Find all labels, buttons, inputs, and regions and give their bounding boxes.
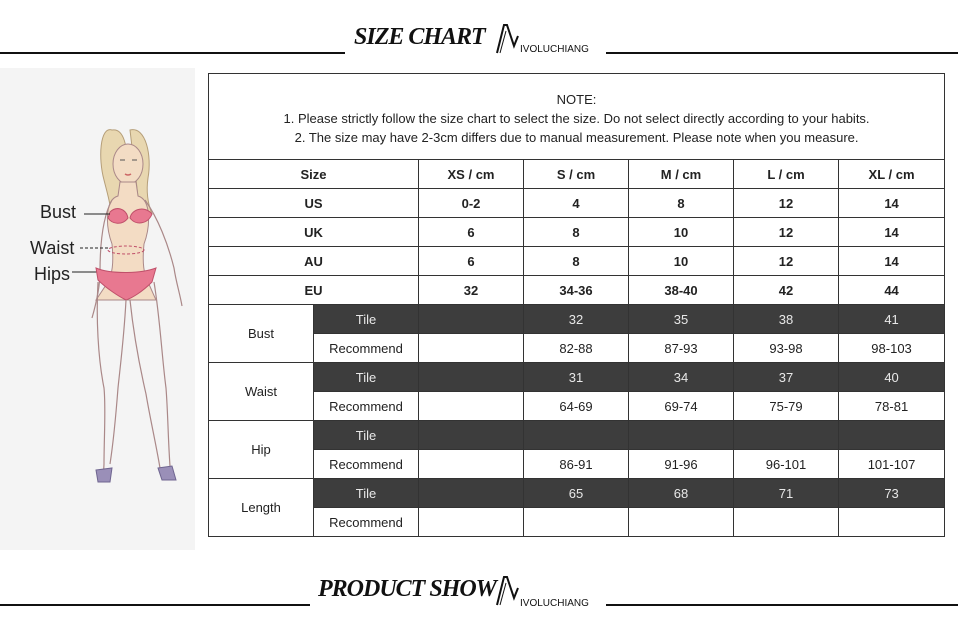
table-cell [629, 508, 734, 537]
header-l: L / cm [734, 160, 839, 189]
table-cell: 32 [524, 305, 629, 334]
note-row [209, 74, 945, 160]
table-row-au [209, 247, 945, 276]
table-row-eu [209, 276, 945, 305]
hip-measure-label: Hip [209, 421, 314, 479]
product-show-banner [0, 566, 960, 626]
table-cell: 34 [629, 363, 734, 392]
brand-logo-icon [494, 22, 520, 54]
table-cell: 86-91 [524, 450, 629, 479]
note-heading: NOTE: [556, 92, 597, 107]
table-cell: 91-96 [629, 450, 734, 479]
table-cell [839, 508, 945, 537]
table-row-uk [209, 218, 945, 247]
bust-recommend-row [209, 334, 945, 363]
row-label: EU [209, 276, 419, 305]
table-cell: 44 [839, 276, 945, 305]
bust-label: Bust [40, 202, 77, 222]
tile-label: Tile [314, 479, 419, 508]
brand-name: IVOLUCHIANG [520, 598, 589, 609]
tile-label: Tile [314, 363, 419, 392]
table-cell: 69-74 [629, 392, 734, 421]
table-cell: 34-36 [524, 276, 629, 305]
length-tile-row [209, 479, 945, 508]
banner-rule-left [0, 52, 345, 54]
table-cell: 12 [734, 247, 839, 276]
hip-recommend-row [209, 450, 945, 479]
table-cell [524, 421, 629, 450]
table-cell: 96-101 [734, 450, 839, 479]
table-cell: 42 [734, 276, 839, 305]
banner-rule-left [0, 604, 310, 606]
table-cell: 41 [839, 305, 945, 334]
table-cell [419, 334, 524, 363]
header-s: S / cm [524, 160, 629, 189]
table-cell: 8 [524, 247, 629, 276]
row-label: US [209, 189, 419, 218]
waist-recommend-row [209, 392, 945, 421]
table-cell: 14 [839, 218, 945, 247]
recommend-label: Recommend [314, 450, 419, 479]
banner-rule-right [606, 604, 958, 606]
table-cell: 32 [419, 276, 524, 305]
table-cell: 14 [839, 247, 945, 276]
note-line-2: 2. The size may have 2-3cm differs due to manual measurement. Please note when you measure. [294, 130, 859, 145]
table-cell [734, 421, 839, 450]
table-cell: 0-2 [419, 189, 524, 218]
tile-label: Tile [314, 421, 419, 450]
table-header-row [209, 160, 945, 189]
table-cell: 87-93 [629, 334, 734, 363]
header-size: Size [209, 160, 419, 189]
table-cell: 10 [629, 218, 734, 247]
table-cell: 38 [734, 305, 839, 334]
bust-measure-label: Bust [209, 305, 314, 363]
table-cell [419, 363, 524, 392]
table-cell: 6 [419, 218, 524, 247]
table-cell [419, 479, 524, 508]
table-cell: 8 [629, 189, 734, 218]
table-cell [629, 421, 734, 450]
recommend-label: Recommend [314, 334, 419, 363]
table-cell: 40 [839, 363, 945, 392]
table-cell: 71 [734, 479, 839, 508]
table-cell: 35 [629, 305, 734, 334]
table-cell: 75-79 [734, 392, 839, 421]
header-xl: XL / cm [839, 160, 945, 189]
table-cell [734, 508, 839, 537]
length-recommend-row [209, 508, 945, 537]
size-chart-title: SIZE CHART [354, 24, 485, 50]
table-cell [419, 421, 524, 450]
table-cell: 68 [629, 479, 734, 508]
bust-tile-row [209, 305, 945, 334]
header-xs: XS / cm [419, 160, 524, 189]
table-cell [524, 508, 629, 537]
brand-logo-icon [494, 574, 520, 606]
recommend-label: Recommend [314, 508, 419, 537]
table-row-us [209, 189, 945, 218]
waist-tile-row [209, 363, 945, 392]
hips-label: Hips [34, 264, 71, 284]
table-cell: 38-40 [629, 276, 734, 305]
table-cell: 12 [734, 189, 839, 218]
recommend-label: Recommend [314, 392, 419, 421]
length-measure-label: Length [209, 479, 314, 537]
table-cell: 73 [839, 479, 945, 508]
table-cell: 37 [734, 363, 839, 392]
table-cell: 8 [524, 218, 629, 247]
banner-rule-right [606, 52, 958, 54]
header-m: M / cm [629, 160, 734, 189]
table-cell: 31 [524, 363, 629, 392]
note-line-1: 1. Please strictly follow the size chart to select the size. Do not select directly according to your habits. [283, 111, 870, 126]
table-cell [419, 508, 524, 537]
size-chart-banner [0, 0, 960, 60]
table-cell: 14 [839, 189, 945, 218]
product-show-title: PRODUCT SHOW [318, 576, 497, 602]
tile-label: Tile [314, 305, 419, 334]
table-cell: 6 [419, 247, 524, 276]
table-cell: 78-81 [839, 392, 945, 421]
table-cell: 65 [524, 479, 629, 508]
table-cell [419, 392, 524, 421]
table-cell: 10 [629, 247, 734, 276]
model-figure-illustration [0, 68, 195, 550]
table-cell: 101-107 [839, 450, 945, 479]
table-cell: 98-103 [839, 334, 945, 363]
waist-measure-label: Waist [209, 363, 314, 421]
row-label: AU [209, 247, 419, 276]
waist-label: Waist [30, 238, 75, 258]
size-chart-table [208, 73, 945, 537]
model-illustration-panel [0, 68, 195, 550]
table-cell [419, 305, 524, 334]
table-cell: 93-98 [734, 334, 839, 363]
row-label: UK [209, 218, 419, 247]
table-cell: 64-69 [524, 392, 629, 421]
table-cell: 4 [524, 189, 629, 218]
hip-tile-row [209, 421, 945, 450]
table-cell: 12 [734, 218, 839, 247]
table-cell [839, 421, 945, 450]
table-cell: 82-88 [524, 334, 629, 363]
brand-name: IVOLUCHIANG [520, 44, 589, 55]
table-cell [419, 450, 524, 479]
note-cell [209, 74, 945, 160]
